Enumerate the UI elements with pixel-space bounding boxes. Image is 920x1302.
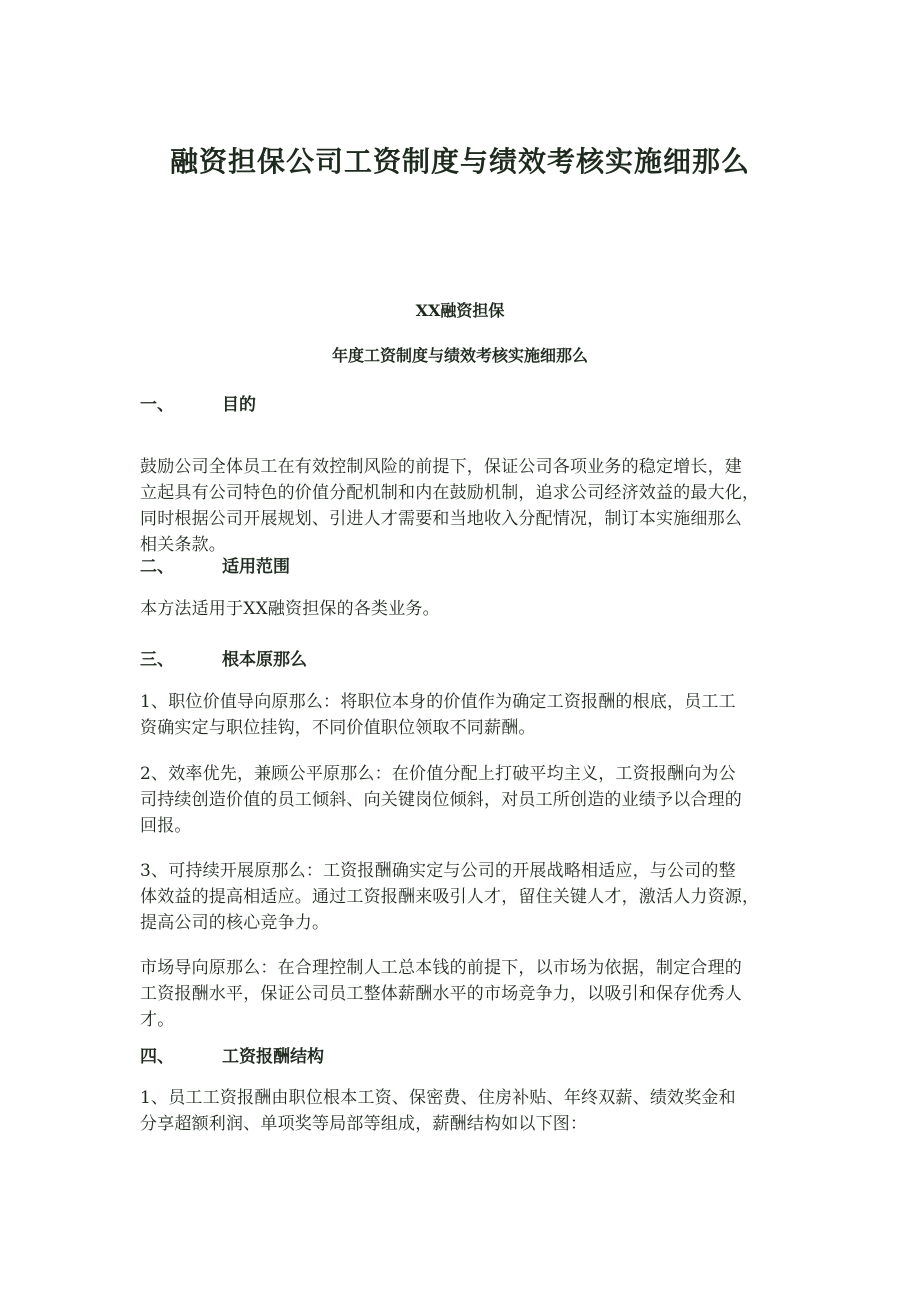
text-line: 市场导向原那么：在合理控制人工总本钱的前提下，以市场为依据，制定合理的 [140, 958, 742, 978]
paragraph [140, 1085, 790, 1137]
text-line: 同时根据公司开展规划、引进人才需要和当地收入分配情况，制订本实施细那么 [140, 509, 742, 529]
section-title: 工资报酬结构 [222, 1047, 324, 1067]
section-heading-3 [140, 645, 307, 670]
company-name: XX融资担保 [415, 301, 505, 320]
text-line: 本方法适用于XX融资担保的各类业务。 [140, 599, 440, 619]
section-number: 一、 [140, 395, 174, 415]
section-heading-4 [140, 1042, 324, 1067]
section-number: 二、 [140, 557, 174, 577]
text-line: 提高公司的核心竞争力。 [140, 913, 330, 933]
paragraph [140, 858, 790, 936]
text-line: 回报。 [140, 816, 192, 836]
text-line: 工资报酬水平，保证公司员工整体薪酬水平的市场竞争力，以吸引和保存优秀人 [140, 984, 742, 1004]
text-line: 1、员工工资报酬由职位根本工资、保密费、住房补贴、年终双薪、绩效奖金和 [140, 1088, 736, 1108]
text-line: 资确实定与职位挂钩，不同价值职位领取不同薪酬。 [140, 718, 536, 738]
paragraph [140, 454, 790, 558]
text-line: 2、效率优先，兼顾公平原那么：在价值分配上打破平均主义，工资报酬向为公 [140, 764, 736, 784]
text-line: 1、职位价值导向原那么：将职位本身的价值作为确定工资报酬的根底，员工工 [140, 692, 736, 712]
document-subtitle: 年度工资制度与绩效考核实施细那么 [331, 346, 588, 365]
section-heading-1 [140, 390, 256, 415]
text-line: 相关条款。 [140, 535, 226, 555]
text-line: 立起具有公司特色的价值分配机制和内在鼓励机制，追求公司经济效益的最大化， [140, 483, 760, 503]
text-line: 体效益的提高相适应。通过工资报酬来吸引人才，留住关键人才，激活人力资源， [140, 887, 760, 907]
paragraph [140, 761, 790, 839]
section-title: 目的 [222, 395, 256, 415]
text-line: 分享超额利润、单项奖等局部等组成，薪酬结构如以下图： [140, 1114, 588, 1134]
section-number: 三、 [140, 650, 174, 670]
paragraph [140, 596, 790, 622]
text-line: 鼓励公司全体员工在有效控制风险的前提下，保证公司各项业务的稳定增长，建 [140, 457, 742, 477]
text-line: 3、可持续开展原那么：工资报酬确实定与公司的开展战略相适应，与公司的整 [140, 861, 736, 881]
document-title: 融资担保公司工资制度与绩效考核实施细那么 [169, 145, 750, 178]
paragraph [140, 689, 790, 741]
section-title: 根本原那么 [222, 650, 307, 670]
text-line: 才。 [140, 1010, 175, 1030]
section-heading-2 [140, 552, 290, 577]
paragraph [140, 955, 790, 1033]
section-number: 四、 [140, 1047, 174, 1067]
text-line: 司持续创造价值的员工倾斜、向关键岗位倾斜，对员工所创造的业绩予以合理的 [140, 790, 742, 810]
section-title: 适用范围 [222, 557, 290, 577]
